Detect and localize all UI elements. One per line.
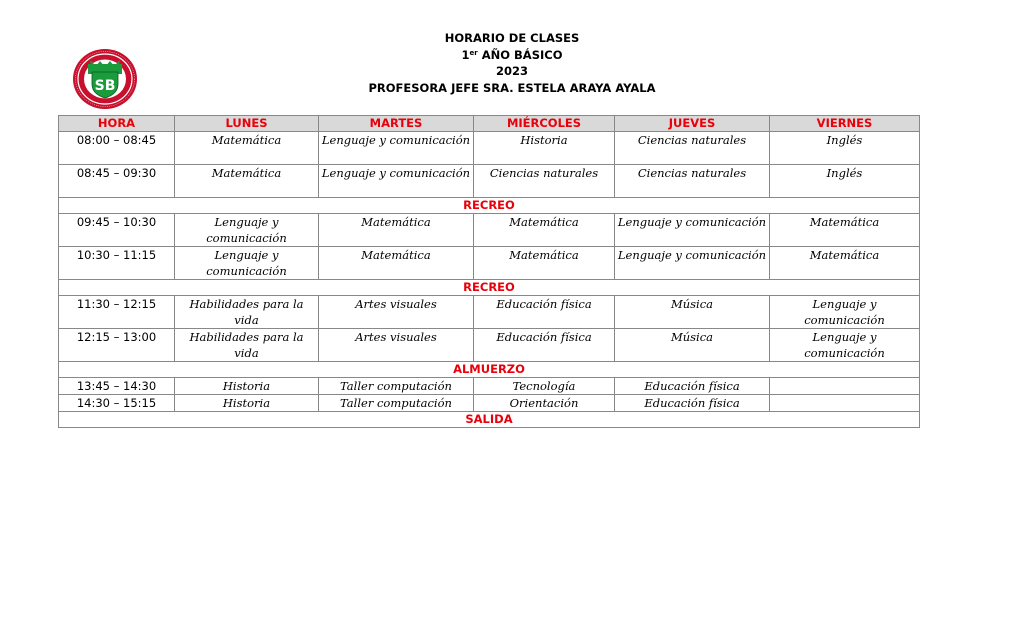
subject-cell: Ciencias naturales [615,132,770,165]
subject-cell: Música [615,296,770,329]
subject-cell: Matemática [770,247,920,280]
subject-cell: Matemática [175,165,319,198]
subject-cell: Ciencias naturales [474,165,615,198]
subject-cell: Lenguaje y comunicación [615,247,770,280]
subject-cell: Educación física [615,378,770,395]
table-row [59,247,920,280]
table-header-row [59,116,920,132]
subject-cell: Matemática [770,214,920,247]
table-row [59,395,920,412]
schedule-table [58,115,920,428]
subject-cell: Habilidades para la vida [175,329,319,362]
break-label: RECREO [59,198,920,214]
time-cell: 08:45 – 09:30 [59,165,175,198]
subject-cell [770,395,920,412]
table-row [59,214,920,247]
time-cell: 13:45 – 14:30 [59,378,175,395]
column-header-lunes: LUNES [175,116,319,132]
subject-cell: Orientación [474,395,615,412]
break-label: ALMUERZO [59,362,920,378]
table-row [59,296,920,329]
column-header-hora: HORA [59,116,175,132]
column-header-viernes: VIERNES [770,116,920,132]
subject-cell: Matemática [474,247,615,280]
subject-cell: Educación física [474,329,615,362]
break-label: RECREO [59,280,920,296]
subject-cell: Educación física [474,296,615,329]
page-title: HORARIO DE CLASES [444,31,580,45]
subject-cell: Lenguaje y comunicación [319,165,474,198]
school-logo-icon [72,48,138,110]
grade-line [300,47,724,64]
break-row [59,280,920,296]
time-cell: 12:15 – 13:00 [59,329,175,362]
subject-cell: Habilidades para la vida [175,296,319,329]
subject-cell: Matemática [319,214,474,247]
subject-cell: Lenguaje y comunicación [615,214,770,247]
subject-cell: Matemática [474,214,615,247]
subject-cell: Matemática [319,247,474,280]
grade-rest: AÑO BÁSICO [477,47,563,62]
subject-cell: Taller computación [319,378,474,395]
subject-cell: Lenguaje y comunicación [770,329,920,362]
break-row [59,412,920,428]
time-cell: 14:30 – 15:15 [59,395,175,412]
subject-cell: Música [615,329,770,362]
subject-cell: Historia [175,395,319,412]
time-cell: 11:30 – 12:15 [59,296,175,329]
table-row [59,378,920,395]
column-header-jueves: JUEVES [615,116,770,132]
grade-suffix: er [469,48,478,57]
time-cell: 09:45 – 10:30 [59,214,175,247]
subject-cell: Lenguaje y comunicación [175,214,319,247]
column-header-martes: MARTES [319,116,474,132]
table-row [59,132,920,165]
subject-cell: Lenguaje y comunicación [319,132,474,165]
grade-number: 1 [461,47,470,62]
subject-cell: Educación física [615,395,770,412]
subject-cell: Lenguaje y comunicación [175,247,319,280]
teacher-line: PROFESORA JEFE SRA. ESTELA ARAYA AYALA [368,80,656,95]
subject-cell: Historia [474,132,615,165]
column-header-miercoles: MIÉRCOLES [474,116,615,132]
subject-cell: Tecnología [474,378,615,395]
subject-cell: Artes visuales [319,296,474,329]
subject-cell: Artes visuales [319,329,474,362]
subject-cell: Taller computación [319,395,474,412]
subject-cell: Historia [175,378,319,395]
subject-cell: Lenguaje y comunicación [770,296,920,329]
break-row [59,198,920,214]
table-row [59,329,920,362]
year: 2023 [495,64,528,78]
subject-cell: Matemática [175,132,319,165]
break-label: SALIDA [59,412,920,428]
subject-cell: Inglés [770,132,920,165]
time-cell: 08:00 – 08:45 [59,132,175,165]
document-header [300,30,724,96]
time-cell: 10:30 – 11:15 [59,247,175,280]
table-row [59,165,920,198]
break-row [59,362,920,378]
subject-cell: Ciencias naturales [615,165,770,198]
subject-cell [770,378,920,395]
logo-letters: SB [94,78,116,94]
subject-cell: Inglés [770,165,920,198]
